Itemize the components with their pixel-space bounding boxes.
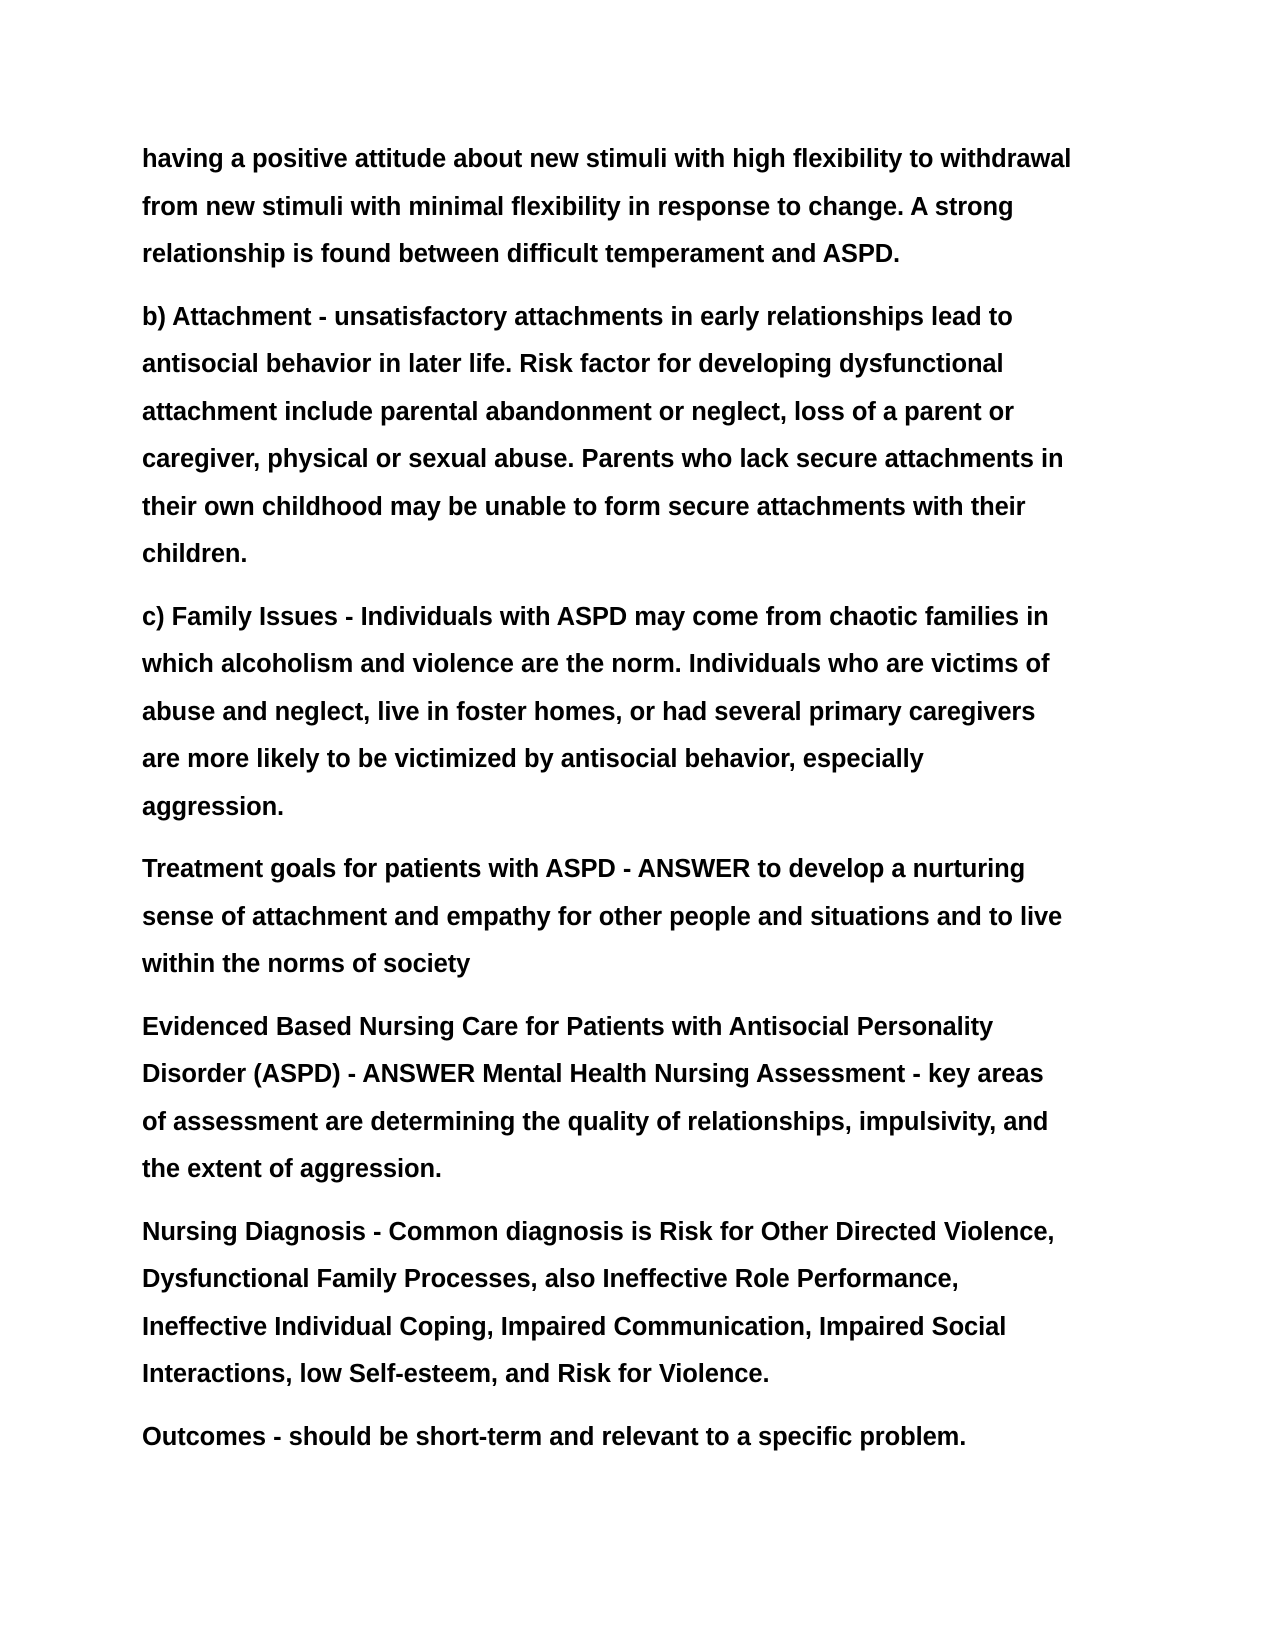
paragraph-outcomes: Outcomes - should be short-term and relevant to a specific problem.: [142, 1422, 967, 1451]
paragraph-treatment-goals: Treatment goals for patients with ASPD - ANSWER to develop a nurturing sense of attachment and empathy for other people and situations and to live within the norms of society: [142, 855, 1070, 978]
document-text-column: [142, 136, 1079, 1461]
paragraph-temperament-continued: having a positive attitude about new stimuli with high flexibility to withdrawal from new stimuli with minimal flexibility in response to change. A strong relationship is found between difficult temperament and ASPD.: [142, 145, 1079, 268]
paragraph-nursing-diagnosis: Nursing Diagnosis - Common diagnosis is Risk for Other Directed Violence, Dysfunctional Family Processes, also Ineffective Role Performance, Ineffective Individual Coping, Impaired Communication, Impaired Social Interactions, low Self-esteem, and Risk for Violence.: [142, 1217, 1062, 1388]
paragraph-attachment: b) Attachment - unsatisfactory attachments in early relationships lead to antisocial behavior in later life. Risk factor for developing dysfunctional attachment include parental abandonment or neglect, loss of a parent or caregiver, physical or sexual abuse. Parents who lack secure attachments in their own childhood may be unable to form secure attachments with their children.: [142, 302, 1071, 568]
paragraph-family-issues: c) Family Issues - Individuals with ASPD may come from chaotic families in which alcoholism and violence are the norm. Individuals who are victims of abuse and neglect, live in foster homes, or had several primary caregivers are more likely to be victimized by antisocial behavior, especially aggression.: [142, 602, 1057, 821]
paragraph-evidence-based-care: Evidenced Based Nursing Care for Patients with Antisocial Personality Disorder (ASPD) - ANSWER Mental Health Nursing Assessment - key areas of assessment are determining the quality of relationships, impulsivity, and the extent of aggression.: [142, 1012, 1056, 1183]
